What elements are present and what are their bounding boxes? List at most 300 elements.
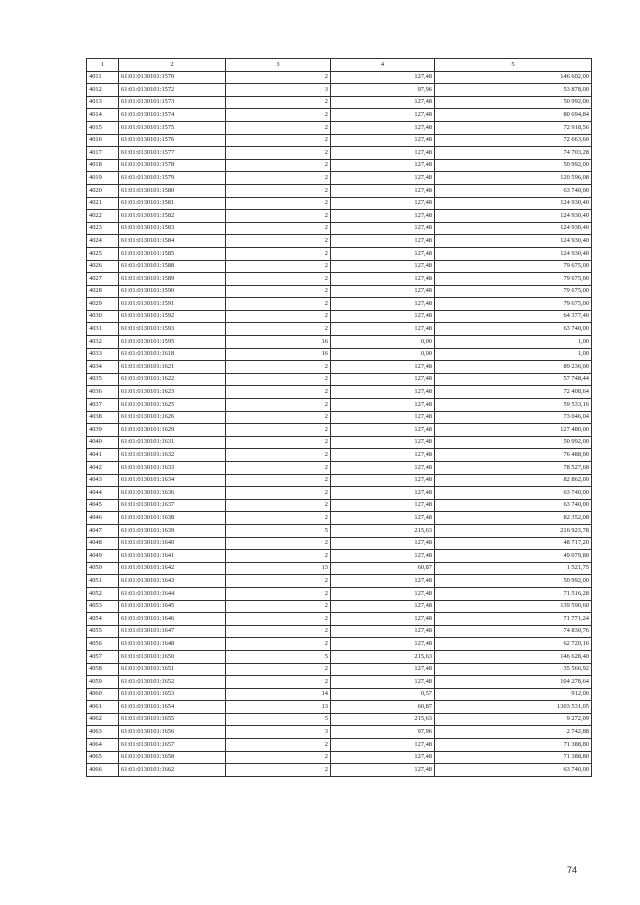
table-cell: 71 388,80 (435, 739, 592, 752)
table-cell: 127,48 (331, 764, 435, 777)
table-cell: 61:01:0130101:1656 (119, 726, 226, 739)
table-cell: 4057 (87, 650, 119, 663)
table-row (87, 348, 592, 361)
table-row (87, 436, 592, 449)
table-cell: 60,87 (331, 562, 435, 575)
table-row (87, 96, 592, 109)
table-cell: 61:01:0130101:1573 (119, 96, 226, 109)
table-cell: 2 (226, 134, 331, 147)
table-row (87, 688, 592, 701)
table-cell: 127,48 (331, 587, 435, 600)
table-cell: 61:01:0130101:1577 (119, 147, 226, 160)
table-cell: 2 (226, 197, 331, 210)
table-cell: 127,48 (331, 600, 435, 613)
table-cell: 139 590,60 (435, 600, 592, 613)
table-cell: 2 (226, 121, 331, 134)
table-row (87, 84, 592, 97)
table-cell: 80 694,84 (435, 109, 592, 122)
table-cell: 97,96 (331, 726, 435, 739)
table-cell: 4056 (87, 638, 119, 651)
table-cell: 2 (226, 399, 331, 412)
table-cell: 127,48 (331, 676, 435, 689)
table-cell: 61:01:0130101:1574 (119, 109, 226, 122)
table-cell: 35 566,92 (435, 663, 592, 676)
table-cell: 61:01:0130101:1654 (119, 701, 226, 714)
table-cell: 4015 (87, 121, 119, 134)
table-row (87, 487, 592, 500)
table-cell: 124 930,40 (435, 247, 592, 260)
table-cell: 215,63 (331, 524, 435, 537)
table-cell: 4054 (87, 613, 119, 626)
table-cell: 79 675,00 (435, 273, 592, 286)
table-cell: 2 (226, 663, 331, 676)
table-cell: 63 740,00 (435, 323, 592, 336)
table-cell: 5 (226, 650, 331, 663)
table-cell: 50 992,00 (435, 436, 592, 449)
table-cell: 59 533,16 (435, 399, 592, 412)
table-cell: 146 628,40 (435, 650, 592, 663)
table-cell: 4019 (87, 172, 119, 185)
table-cell: 4047 (87, 524, 119, 537)
table-row (87, 399, 592, 412)
table-row (87, 184, 592, 197)
table-cell: 124 930,40 (435, 210, 592, 223)
table-row (87, 449, 592, 462)
table-cell: 4031 (87, 323, 119, 336)
table-cell: 4062 (87, 713, 119, 726)
table-cell: 61:01:0130101:1576 (119, 134, 226, 147)
table-cell: 127,48 (331, 285, 435, 298)
table-cell: 61:01:0130101:1641 (119, 550, 226, 563)
table-cell: 61:01:0130101:1623 (119, 386, 226, 399)
table-cell: 127,48 (331, 235, 435, 248)
table-cell: 3 (226, 84, 331, 97)
table-cell: 50 992,00 (435, 575, 592, 588)
table-row (87, 235, 592, 248)
table-cell: 4022 (87, 210, 119, 223)
table-cell: 4051 (87, 575, 119, 588)
table-cell: 4041 (87, 449, 119, 462)
table-cell: 74 830,76 (435, 625, 592, 638)
table-cell: 4027 (87, 273, 119, 286)
table-cell: 3 (226, 726, 331, 739)
table-cell: 215,63 (331, 650, 435, 663)
table-cell: 215,63 (331, 713, 435, 726)
table-cell: 4058 (87, 663, 119, 676)
table-cell: 4018 (87, 159, 119, 172)
table-row (87, 663, 592, 676)
table-cell: 61:01:0130101:1626 (119, 411, 226, 424)
table-cell: 62 720,16 (435, 638, 592, 651)
table-row (87, 550, 592, 563)
table-cell: 120 596,08 (435, 172, 592, 185)
table-cell: 127,48 (331, 462, 435, 475)
table-cell: 127,48 (331, 487, 435, 500)
table-cell: 2 (226, 575, 331, 588)
table-cell: 2 (226, 373, 331, 386)
table-cell: 60,87 (331, 701, 435, 714)
table-cell: 4050 (87, 562, 119, 575)
table-cell: 61:01:0130101:1662 (119, 764, 226, 777)
table-cell: 1,00 (435, 348, 592, 361)
table-row (87, 273, 592, 286)
table-cell: 104 278,64 (435, 676, 592, 689)
table-cell: 72 663,60 (435, 134, 592, 147)
table-cell: 72 918,56 (435, 121, 592, 134)
table-cell: 127,48 (331, 638, 435, 651)
table-cell: 97,96 (331, 84, 435, 97)
column-header: 5 (435, 59, 592, 72)
table-cell: 78 527,68 (435, 462, 592, 475)
table-cell: 61:01:0130101:1585 (119, 247, 226, 260)
table-cell: 127,48 (331, 386, 435, 399)
table-cell: 2 (226, 751, 331, 764)
table-cell: 4039 (87, 424, 119, 437)
table-cell: 2 (226, 462, 331, 475)
table-cell: 61:01:0130101:1647 (119, 625, 226, 638)
table-cell: 63 740,00 (435, 764, 592, 777)
table-cell: 127,48 (331, 449, 435, 462)
table-cell: 0,57 (331, 688, 435, 701)
table-cell: 4014 (87, 109, 119, 122)
table-row (87, 222, 592, 235)
table-cell: 127,48 (331, 613, 435, 626)
table-cell: 4034 (87, 361, 119, 374)
table-cell: 61:01:0130101:1632 (119, 449, 226, 462)
table-cell: 16 (226, 336, 331, 349)
table-cell: 4064 (87, 739, 119, 752)
table-cell: 14 (226, 688, 331, 701)
table-cell: 2 (226, 172, 331, 185)
table-row (87, 109, 592, 122)
table-cell: 61:01:0130101:1643 (119, 575, 226, 588)
table-cell: 2 (226, 600, 331, 613)
table-cell: 61:01:0130101:1633 (119, 462, 226, 475)
table-cell: 2 (226, 550, 331, 563)
table-row (87, 71, 592, 84)
table-cell: 4038 (87, 411, 119, 424)
table-cell: 2 (226, 210, 331, 223)
table-cell: 912,00 (435, 688, 592, 701)
table-cell: 82 352,08 (435, 512, 592, 525)
table-cell: 127,48 (331, 436, 435, 449)
column-header: 2 (119, 59, 226, 72)
table-row (87, 600, 592, 613)
table-cell: 61:01:0130101:1657 (119, 739, 226, 752)
table-cell: 79 675,00 (435, 285, 592, 298)
table-cell: 127,48 (331, 411, 435, 424)
table-cell: 2 (226, 613, 331, 626)
table-row (87, 310, 592, 323)
table-row (87, 172, 592, 185)
table-cell: 127,48 (331, 751, 435, 764)
table-row (87, 323, 592, 336)
table-cell: 61:01:0130101:1646 (119, 613, 226, 626)
table-cell: 4040 (87, 436, 119, 449)
table-row (87, 562, 592, 575)
table-cell: 2 (226, 499, 331, 512)
table-cell: 61:01:0130101:1651 (119, 663, 226, 676)
table-cell: 2 (226, 764, 331, 777)
table-cell: 4066 (87, 764, 119, 777)
table-cell: 4017 (87, 147, 119, 160)
table-cell: 61:01:0130101:1636 (119, 487, 226, 500)
table-cell: 4061 (87, 701, 119, 714)
table-cell: 127,48 (331, 625, 435, 638)
table-cell: 2 (226, 512, 331, 525)
table-row (87, 147, 592, 160)
table-cell: 61:01:0130101:1593 (119, 323, 226, 336)
table-row (87, 210, 592, 223)
table-cell: 124 930,40 (435, 222, 592, 235)
table-row (87, 739, 592, 752)
table-cell: 61:01:0130101:1655 (119, 713, 226, 726)
table-cell: 2 (226, 235, 331, 248)
table-cell: 61:01:0130101:1570 (119, 71, 226, 84)
table-cell: 61:01:0130101:1592 (119, 310, 226, 323)
table-cell: 127,48 (331, 739, 435, 752)
table-row (87, 537, 592, 550)
table-cell: 63 740,00 (435, 487, 592, 500)
table-cell: 127,48 (331, 663, 435, 676)
table-row (87, 121, 592, 134)
table-cell: 61:01:0130101:1629 (119, 424, 226, 437)
table-cell: 2 (226, 147, 331, 160)
table-cell: 2 (226, 247, 331, 260)
table-row (87, 298, 592, 311)
table-row (87, 512, 592, 525)
table-cell: 127,48 (331, 399, 435, 412)
table-cell: 61:01:0130101:1639 (119, 524, 226, 537)
table-cell: 61:01:0130101:1579 (119, 172, 226, 185)
table-row (87, 587, 592, 600)
table-row (87, 247, 592, 260)
table-cell: 4049 (87, 550, 119, 563)
table-cell: 4028 (87, 285, 119, 298)
table-cell: 61:01:0130101:1580 (119, 184, 226, 197)
table-row (87, 751, 592, 764)
table-cell: 127,48 (331, 499, 435, 512)
data-table (86, 58, 592, 777)
table-cell: 61:01:0130101:1640 (119, 537, 226, 550)
table-cell: 2 (226, 386, 331, 399)
table-cell: 4046 (87, 512, 119, 525)
table-cell: 61:01:0130101:1650 (119, 650, 226, 663)
table-cell: 4053 (87, 600, 119, 613)
table-cell: 127,48 (331, 424, 435, 437)
table-cell: 127,48 (331, 512, 435, 525)
table-cell: 2 (226, 323, 331, 336)
table-cell: 61:01:0130101:1595 (119, 336, 226, 349)
table-cell: 2 (226, 285, 331, 298)
table-cell: 127,48 (331, 184, 435, 197)
table-cell: 4026 (87, 260, 119, 273)
table-cell: 4016 (87, 134, 119, 147)
table-row (87, 499, 592, 512)
table-cell: 4044 (87, 487, 119, 500)
table-row (87, 650, 592, 663)
table-cell: 127,48 (331, 134, 435, 147)
table-cell: 127,48 (331, 247, 435, 260)
table-row (87, 197, 592, 210)
table-cell: 61:01:0130101:1572 (119, 84, 226, 97)
table-cell: 4059 (87, 676, 119, 689)
table-cell: 61:01:0130101:1618 (119, 348, 226, 361)
table-cell: 61:01:0130101:1578 (119, 159, 226, 172)
table-row (87, 764, 592, 777)
table-cell: 61:01:0130101:1622 (119, 373, 226, 386)
table-cell: 2 (226, 436, 331, 449)
table-cell: 79 675,00 (435, 298, 592, 311)
table-cell: 71 516,28 (435, 587, 592, 600)
table-cell: 4012 (87, 84, 119, 97)
table-cell: 124 930,40 (435, 197, 592, 210)
table-cell: 13 (226, 562, 331, 575)
table-cell: 61:01:0130101:1584 (119, 235, 226, 248)
table-row (87, 701, 592, 714)
table-row (87, 285, 592, 298)
table-cell: 61:01:0130101:1581 (119, 197, 226, 210)
table-cell: 4029 (87, 298, 119, 311)
table-cell: 72 408,64 (435, 386, 592, 399)
table-cell: 1 521,75 (435, 562, 592, 575)
table-cell: 1,00 (435, 336, 592, 349)
table-cell: 4032 (87, 336, 119, 349)
table-cell: 61:01:0130101:1645 (119, 600, 226, 613)
table-row (87, 336, 592, 349)
table-cell: 9 272,09 (435, 713, 592, 726)
table-cell: 61:01:0130101:1637 (119, 499, 226, 512)
table-cell: 74 703,28 (435, 147, 592, 160)
table-cell: 2 (226, 411, 331, 424)
table-cell: 127,48 (331, 474, 435, 487)
table-cell: 4042 (87, 462, 119, 475)
table-cell: 4011 (87, 71, 119, 84)
page-number: 74 (567, 865, 578, 875)
table-cell: 2 (226, 310, 331, 323)
table-cell: 2 (226, 298, 331, 311)
table-cell: 61:01:0130101:1653 (119, 688, 226, 701)
table-cell: 79 675,00 (435, 260, 592, 273)
table-cell: 2 (226, 109, 331, 122)
table-cell: 4036 (87, 386, 119, 399)
column-header: 1 (87, 59, 119, 72)
table-cell: 5 (226, 524, 331, 537)
table-row (87, 524, 592, 537)
table-row (87, 575, 592, 588)
table-cell: 2 (226, 487, 331, 500)
header-row (87, 59, 592, 72)
table-cell: 4060 (87, 688, 119, 701)
table-cell: 2 (226, 474, 331, 487)
table-cell: 127,48 (331, 361, 435, 374)
table-cell: 4063 (87, 726, 119, 739)
table-cell: 63 740,00 (435, 184, 592, 197)
table-cell: 4037 (87, 399, 119, 412)
table-row (87, 638, 592, 651)
table-cell: 2 (226, 739, 331, 752)
table-cell: 0,00 (331, 348, 435, 361)
table-cell: 61:01:0130101:1590 (119, 285, 226, 298)
table-cell: 64 377,40 (435, 310, 592, 323)
table-cell: 127,48 (331, 310, 435, 323)
table-row (87, 260, 592, 273)
table-row (87, 676, 592, 689)
table-cell: 4033 (87, 348, 119, 361)
table-cell: 71 388,80 (435, 751, 592, 764)
table-cell: 4023 (87, 222, 119, 235)
table-cell: 16 (226, 348, 331, 361)
table-row (87, 713, 592, 726)
table-cell: 50 992,00 (435, 159, 592, 172)
table-cell: 61:01:0130101:1638 (119, 512, 226, 525)
table-cell: 127,48 (331, 323, 435, 336)
table-cell: 82 862,00 (435, 474, 592, 487)
table-cell: 61:01:0130101:1591 (119, 298, 226, 311)
column-header: 3 (226, 59, 331, 72)
table-cell: 4030 (87, 310, 119, 323)
table-cell: 2 (226, 638, 331, 651)
table-cell: 127,48 (331, 121, 435, 134)
table-cell: 71 771,24 (435, 613, 592, 626)
table-cell: 4048 (87, 537, 119, 550)
table-cell: 127,48 (331, 550, 435, 563)
table-cell: 5 (226, 713, 331, 726)
table-row (87, 386, 592, 399)
table-row (87, 361, 592, 374)
table-row (87, 726, 592, 739)
table-row (87, 134, 592, 147)
table-body (87, 71, 592, 776)
table-cell: 2 (226, 424, 331, 437)
table-cell: 2 (226, 537, 331, 550)
table-cell: 4013 (87, 96, 119, 109)
table-cell: 2 (226, 361, 331, 374)
table-cell: 2 (226, 273, 331, 286)
table-cell: 4045 (87, 499, 119, 512)
table-cell: 2 (226, 260, 331, 273)
table-cell: 2 (226, 625, 331, 638)
table-row (87, 373, 592, 386)
table-cell: 127,48 (331, 210, 435, 223)
table-cell: 124 930,40 (435, 235, 592, 248)
table-cell: 127,48 (331, 109, 435, 122)
table-cell: 127,48 (331, 537, 435, 550)
table-row (87, 462, 592, 475)
table-cell: 48 717,20 (435, 537, 592, 550)
table-cell: 2 (226, 71, 331, 84)
table-cell: 127,48 (331, 96, 435, 109)
table-cell: 127,48 (331, 260, 435, 273)
table-cell: 61:01:0130101:1583 (119, 222, 226, 235)
table-cell: 127,48 (331, 71, 435, 84)
table-cell: 127 480,00 (435, 424, 592, 437)
table-cell: 2 (226, 222, 331, 235)
table-cell: 61:01:0130101:1648 (119, 638, 226, 651)
table-cell: 0,00 (331, 336, 435, 349)
table-cell: 49 079,80 (435, 550, 592, 563)
table-cell: 57 748,44 (435, 373, 592, 386)
table-row (87, 625, 592, 638)
table-cell: 4020 (87, 184, 119, 197)
table-cell: 61:01:0130101:1631 (119, 436, 226, 449)
table-cell: 2 (226, 184, 331, 197)
table-cell: 2 (226, 449, 331, 462)
table-cell: 61:01:0130101:1621 (119, 361, 226, 374)
table-cell: 216 923,78 (435, 524, 592, 537)
table-cell: 53 878,00 (435, 84, 592, 97)
table-row (87, 613, 592, 626)
